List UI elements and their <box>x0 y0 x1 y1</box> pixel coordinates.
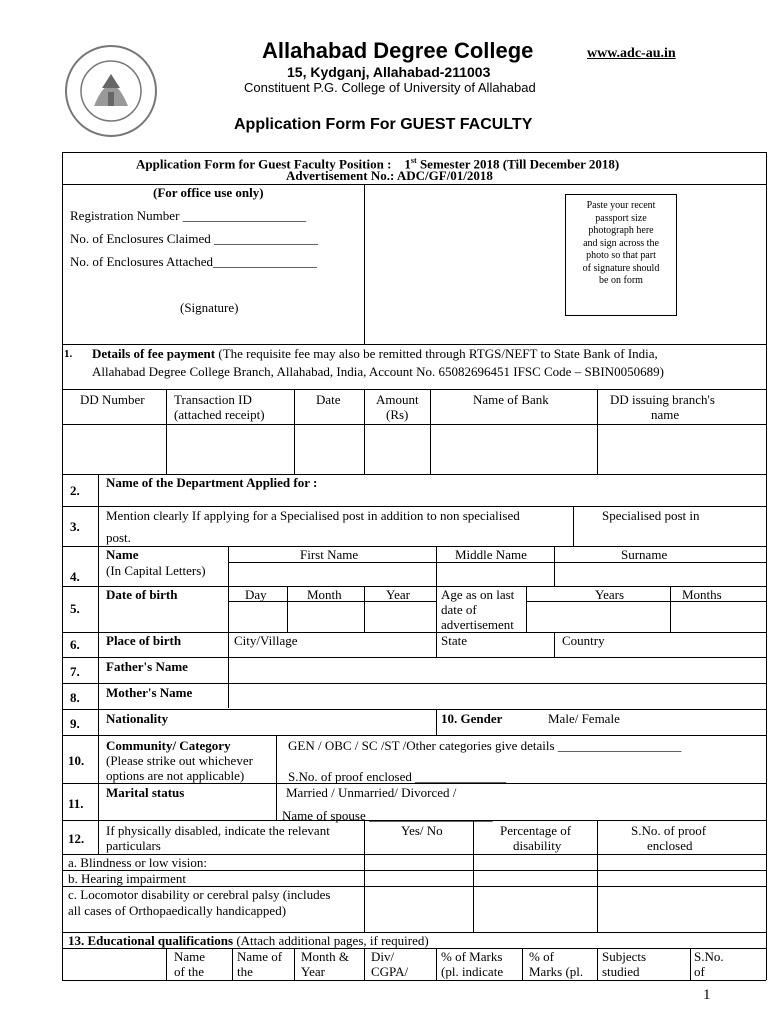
advertisement-number: Advertisement No.: ADC/GF/01/2018 <box>286 168 493 183</box>
age-label-3: advertisement <box>441 617 514 632</box>
category-options[interactable]: GEN / OBC / SC /ST /Other categories give details ___________________ <box>288 738 682 753</box>
disability-yesno-header: Yes/ No <box>401 823 443 838</box>
enclosures-attached-field[interactable]: No. of Enclosures Attached________________ <box>70 254 317 269</box>
registration-number-field[interactable]: Registration Number ___________________ <box>70 208 307 223</box>
disability-pct-header-2: disability <box>513 838 562 853</box>
col-dd-number: DD Number <box>80 392 145 407</box>
row3-number: 3. <box>70 519 80 534</box>
name-label: Name <box>106 547 139 562</box>
education-heading: 13. Educational qualifications (Attach additional pages, if required) <box>68 933 429 948</box>
age-label-2: date of <box>441 602 477 617</box>
col-dd-branch-name: name <box>651 407 680 422</box>
dob-day-input[interactable] <box>229 602 286 631</box>
age-months-header: Months <box>682 587 722 602</box>
edu-col-1: Name of the <box>174 949 206 979</box>
disability-label-2: particulars <box>106 838 161 853</box>
nationality-input[interactable] <box>229 710 435 734</box>
col-bank-name: Name of Bank <box>473 392 549 407</box>
college-affiliation: Constituent P.G. College of University of Allahabad <box>244 80 536 95</box>
row6-number: 6. <box>70 637 80 652</box>
age-years-input[interactable] <box>527 602 669 631</box>
row5-number: 5. <box>70 601 80 616</box>
spouse-name-field[interactable]: Name of spouse ___________________ <box>282 808 493 823</box>
age-label: Age as on last <box>441 587 515 602</box>
office-signature: (Signature) <box>180 300 239 315</box>
specialised-label: Mention clearly If applying for a Specialised post in addition to non specialised <box>106 508 520 523</box>
category-label: Community/ Category <box>106 738 231 753</box>
col-amount-unit: (Rs) <box>386 407 409 422</box>
country-field[interactable]: Country <box>562 633 605 648</box>
row2-number: 2. <box>70 483 80 498</box>
page-number: 1 <box>703 987 711 1003</box>
disability-proof-header: S.No. of proof <box>631 823 707 838</box>
col-transaction-receipt: (attached receipt) <box>174 407 265 422</box>
fee-details-line1: Details of fee payment (The requisite fee may also be remitted through RTGS/NEFT to State Bank of India, <box>92 346 658 361</box>
col-dd-branch: DD issuing branch's <box>610 392 715 407</box>
marital-status-options[interactable]: Married / Unmarried/ Divorced / <box>286 785 457 800</box>
category-note-1: (Please strike out whichever <box>106 753 253 768</box>
edu-col-3: Month & Year <box>301 949 350 979</box>
specialised-post-field[interactable]: Specialised post in <box>602 508 700 523</box>
row8-number: 8. <box>70 690 80 705</box>
fee-number: 1. <box>64 348 73 360</box>
disability-pct-header: Percentage of <box>500 823 572 838</box>
row7-number: 7. <box>70 664 80 679</box>
disability-blindness: a. Blindness or low vision: <box>68 855 208 870</box>
middle-name-input[interactable] <box>437 563 553 585</box>
department-label: Name of the Department Applied for : <box>106 475 318 490</box>
row4-number: 4. <box>70 569 80 584</box>
nationality-label: Nationality <box>106 711 169 726</box>
row9-number: 9. <box>70 716 80 731</box>
college-address: 15, Kydganj, Allahabad-211003 <box>287 64 491 80</box>
edu-col-4: Div/ CGPA/ <box>371 949 409 979</box>
father-name-label: Father's Name <box>106 659 188 674</box>
row11-number: 11. <box>68 796 84 811</box>
age-years-header: Years <box>595 587 625 602</box>
middle-name-header: Middle Name <box>455 547 527 562</box>
disability-locomotor: c. Locomotor disability or cerebral palsy (includes <box>68 887 331 902</box>
photo-instructions: Paste your recent passport size photograph here and sign across the photo so that part of signature should be on form <box>582 200 660 286</box>
enclosures-claimed-field[interactable]: No. of Enclosures Claimed ________________ <box>70 231 319 246</box>
edu-col-2: Name of the <box>237 949 283 979</box>
name-label-note: (In Capital Letters) <box>106 563 206 578</box>
first-name-input[interactable] <box>229 563 435 585</box>
first-name-header: First Name <box>300 547 359 562</box>
category-proof-field[interactable]: S.No. of proof enclosed ______________ <box>288 769 507 784</box>
fee-details-line2: Allahabad Degree College Branch, Allahabad, India, Account No. 65082696451 IFSC Code – SBIN0050689) <box>92 364 664 379</box>
disability-label: If physically disabled, indicate the relevant <box>106 823 330 838</box>
age-months-input[interactable] <box>671 602 765 631</box>
dob-year-input[interactable] <box>365 602 435 631</box>
surname-header: Surname <box>621 547 668 562</box>
college-seal <box>64 44 158 138</box>
marital-status-label: Marital status <box>106 785 185 800</box>
dob-day-header: Day <box>245 587 267 602</box>
category-note-2: options are not applicable) <box>106 768 245 783</box>
state-field[interactable]: State <box>441 633 467 648</box>
office-use-heading: (For office use only) <box>153 185 264 200</box>
disability-proof-header-2: enclosed <box>647 838 693 853</box>
mother-name-input[interactable] <box>229 684 765 708</box>
gender-label: 10. Gender <box>441 711 503 726</box>
position-line: Application Form for Guest Faculty Position : 1st Semester 2018 (Till December 2018) <box>136 156 620 172</box>
specialised-label-cont: post. <box>106 530 131 545</box>
col-amount: Amount <box>376 392 419 407</box>
dob-month-header: Month <box>307 587 342 602</box>
photo-box[interactable] <box>565 194 677 316</box>
col-transaction-id: Transaction ID <box>174 392 252 407</box>
disability-locomotor-2: all cases of Orthopaedically handicapped) <box>68 903 287 918</box>
row12-number: 12. <box>68 831 85 846</box>
college-name: Allahabad Degree College <box>262 38 534 63</box>
surname-input[interactable] <box>555 563 765 585</box>
dob-year-header: Year <box>386 587 410 602</box>
mother-name-label: Mother's Name <box>106 685 193 700</box>
place-of-birth-label: Place of birth <box>106 633 182 648</box>
father-name-input[interactable] <box>229 658 765 682</box>
gender-options[interactable]: Male/ Female <box>548 711 620 726</box>
dob-label: Date of birth <box>106 587 178 602</box>
disability-hearing: b. Hearing impairment <box>68 871 187 886</box>
edu-col-7: Subjects studied <box>602 949 647 979</box>
website-link[interactable]: www.adc-au.in <box>587 46 676 61</box>
col-date: Date <box>316 392 341 407</box>
edu-col-5: % of Marks (pl. indicate <box>441 949 504 979</box>
edu-col-8: S.No. of <box>694 949 724 979</box>
form-title: Application Form For GUEST FACULTY <box>234 116 533 133</box>
row10-number: 10. <box>68 753 85 768</box>
edu-col-6: % of Marks (pl. <box>529 949 584 979</box>
dob-month-input[interactable] <box>288 602 363 631</box>
city-field[interactable]: City/Village <box>234 633 298 648</box>
